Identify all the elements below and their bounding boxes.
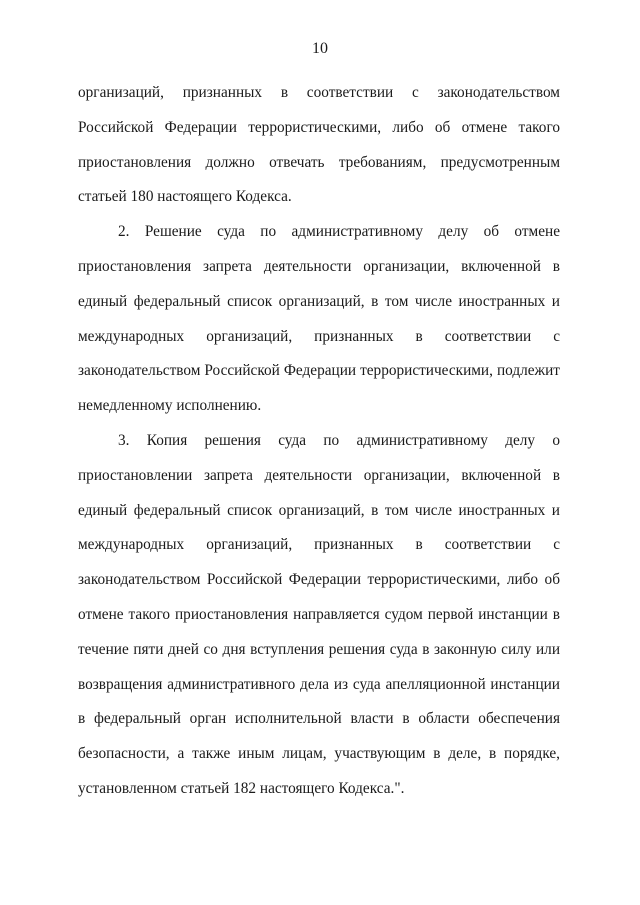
page-number: 10 (312, 40, 328, 57)
paragraph-item-2: 2. Решение суда по административному делу об отмене приостановления запрета деятельности организации, включенной в единый федеральный список организаций, в том числе иностранных и международных организаций, признанных в соответствии с законодательством Российской Федерации террористическими, подлежит немедленному исполнению. (78, 223, 560, 415)
document-body (78, 76, 560, 807)
paragraph-item-3: 3. Копия решения суда по административному делу о приостановлении запрета деятельности организации, включенной в единый федеральный список организаций, в том числе иностранных и международных организаций, признанных в соответствии с законодательством Российской Федерации террористическими, либо об отмене такого приостановления направляется судом первой инстанции в течение пяти дней со дня вступления решения суда в законную силу или возвращения административного дела из суда апелляционной инстанции в федеральный орган исполнительной власти в области обеспечения безопасности, а также иным лицам, участвующим в деле, в порядке, установленном статьей 182 настоящего Кодекса.". (78, 431, 560, 797)
paragraph-continuation: организаций, признанных в соответствии с законодательством Российской Федерации террористическими, либо об отмене такого приостановления должно отвечать требованиям, предусмотренным статьей 180 настоящего Кодекса. (78, 84, 560, 206)
